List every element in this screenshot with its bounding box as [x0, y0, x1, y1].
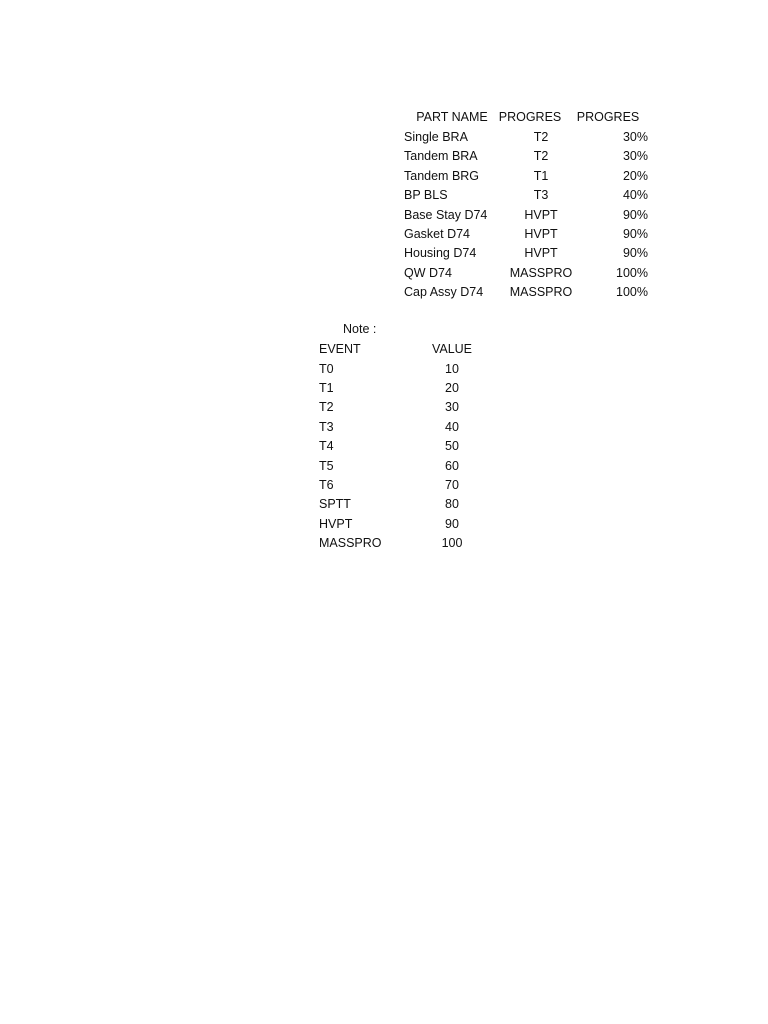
- event-cell: T3: [319, 420, 334, 434]
- event-cell: T5: [319, 459, 334, 473]
- part-name-cell: Tandem BRA: [404, 149, 478, 163]
- progress-event-cell: T1: [533, 169, 549, 183]
- part-name-cell: Housing D74: [404, 246, 477, 260]
- part-name-cell: BP BLS: [404, 188, 448, 202]
- part-name-cell: Base Stay D74: [404, 208, 488, 222]
- value-cell: 10: [445, 362, 459, 376]
- progress-percent-cell: 40%: [622, 188, 648, 202]
- event-cell: T1: [319, 381, 334, 395]
- progress-event-cell: T2: [533, 149, 549, 163]
- value-cell: 90: [445, 517, 459, 531]
- progress-percent-cell: 90%: [622, 227, 648, 241]
- progress-event-cell: T2: [533, 130, 549, 144]
- progress-percent-cell: 100%: [616, 266, 648, 280]
- part-name-cell: Gasket D74: [404, 227, 471, 241]
- value-cell: 80: [445, 497, 459, 511]
- progress-percent-cell: 20%: [622, 169, 648, 183]
- event-cell: T6: [319, 478, 334, 492]
- value-cell: 20: [445, 381, 459, 395]
- event-cell: T4: [319, 439, 334, 453]
- part-name-cell: Single BRA: [404, 130, 468, 144]
- value-cell: 30: [445, 400, 459, 414]
- progress-percent-cell: 30%: [622, 149, 648, 163]
- value-cell: 60: [445, 459, 459, 473]
- event-cell: HVPT: [319, 517, 353, 531]
- progress-percent-cell: 90%: [622, 208, 648, 222]
- event-cell: MASSPRO: [319, 536, 382, 550]
- part-name-cell: QW D74: [404, 266, 452, 280]
- value-cell: 40: [445, 420, 459, 434]
- header-progres-percent: PROGRES: [576, 110, 640, 124]
- progress-event-cell: HVPT: [524, 227, 558, 241]
- progress-percent-cell: 100%: [616, 285, 648, 299]
- note-label: Note :: [343, 322, 377, 336]
- event-cell: SPTT: [319, 497, 351, 511]
- event-cell: T0: [319, 362, 334, 376]
- progress-event-cell: MASSPRO: [509, 266, 573, 280]
- part-name-cell: Tandem BRG: [404, 169, 480, 183]
- progress-event-cell: MASSPRO: [509, 285, 573, 299]
- part-name-cell: Cap Assy D74: [404, 285, 484, 299]
- header-value: VALUE: [431, 342, 473, 356]
- header-progres-event: PROGRES: [498, 110, 562, 124]
- header-part-name: PART NAME: [416, 110, 488, 124]
- progress-percent-cell: 90%: [622, 246, 648, 260]
- progress-percent-cell: 30%: [622, 130, 648, 144]
- value-cell: 50: [445, 439, 459, 453]
- value-cell: 70: [445, 478, 459, 492]
- header-event: EVENT: [319, 342, 361, 356]
- event-cell: T2: [319, 400, 334, 414]
- value-cell: 100: [441, 536, 463, 550]
- progress-event-cell: HVPT: [524, 246, 558, 260]
- progress-event-cell: HVPT: [524, 208, 558, 222]
- progress-event-cell: T3: [533, 188, 549, 202]
